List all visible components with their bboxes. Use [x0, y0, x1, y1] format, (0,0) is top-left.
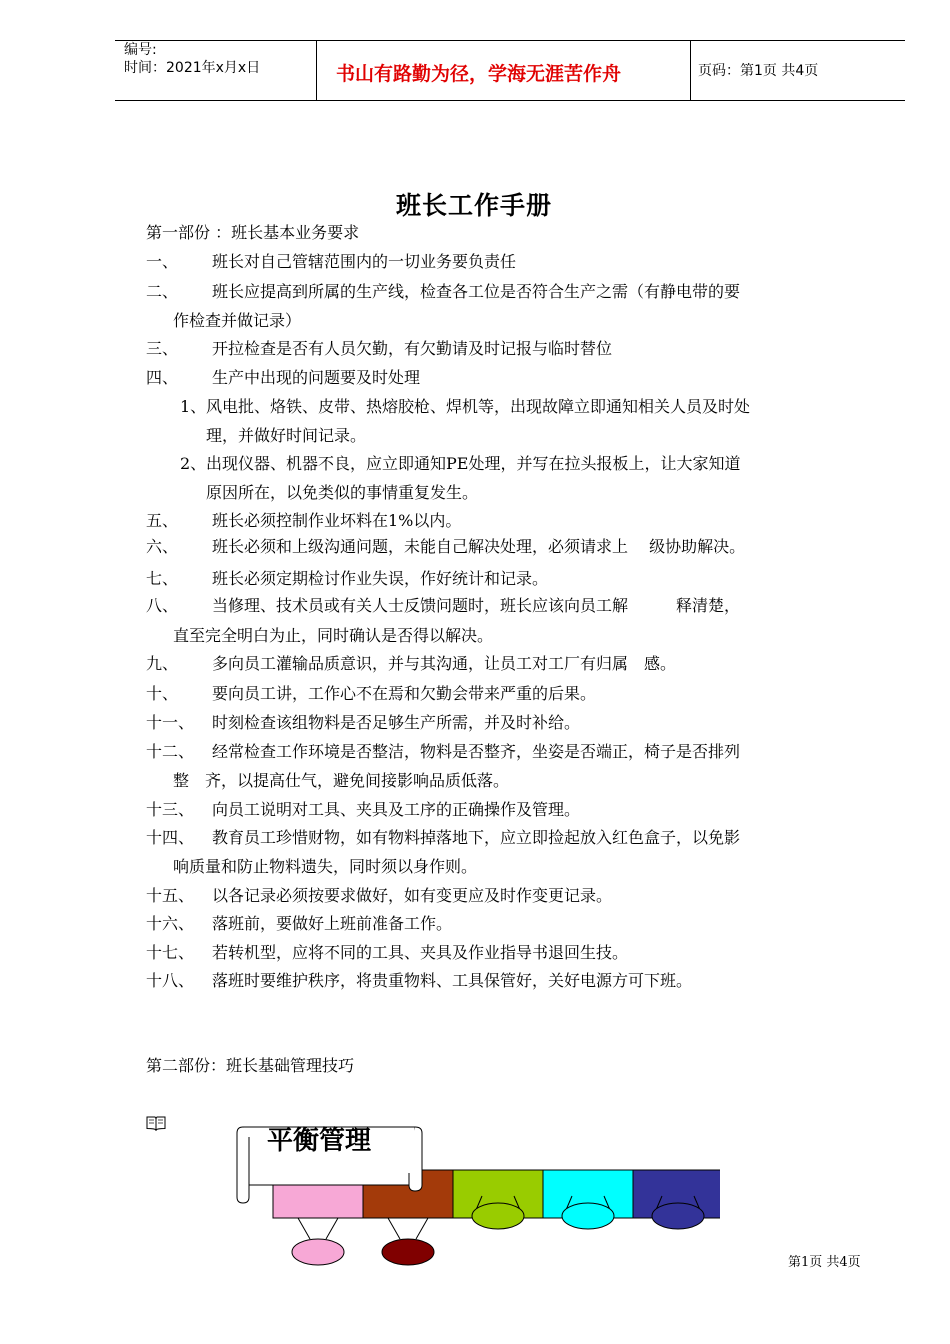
list-item-text: 班长应提高到所属的生产线，检查各工位是否符合生产之需（有静电带的要 [212, 282, 741, 301]
diagram-connector-line [298, 1218, 310, 1239]
list-item-number: 四、 [146, 368, 179, 387]
header-top-rule [115, 40, 905, 41]
list-item-text: 班长对自己管辖范围内的一切业务要负责任 [212, 252, 517, 271]
header-motto: 书山有路勤为径，学海无涯苦作舟 [336, 63, 622, 85]
list-item-number: 十七、 [146, 943, 195, 962]
list-item-number: 一、 [146, 252, 179, 271]
list-item-text: 出现仪器、机器不良，应立即通知PE处理，并写在拉头报板上，让大家知道 [206, 454, 741, 473]
list-item-number: 三、 [146, 339, 179, 358]
list-item-number: 1、 [180, 397, 207, 416]
list-item-text: 向员工说明对工具、夹具及工序的正确操作及管理。 [212, 800, 581, 819]
diagram-oval-3 [472, 1203, 524, 1229]
list-item-number: 十二、 [146, 742, 195, 761]
list-item-text: 开拉检查是否有人员欠勤，有欠勤请及时记报与临时替位 [212, 339, 613, 358]
list-item-number: 十四、 [146, 828, 195, 847]
list-item-text: 时刻检查该组物料是否足够生产所需，并及时补给。 [212, 713, 581, 732]
diagram-oval-1 [292, 1239, 344, 1265]
diagram-connector-line [388, 1218, 400, 1239]
list-item-text: 经常检查工作环境是否整洁，物料是否整齐，坐姿是否端正，椅子是否排列 [212, 742, 741, 761]
document-title: 班长工作手册 [396, 191, 553, 220]
list-item-number: 十六、 [146, 914, 195, 933]
header-page-label: 页码：第1页 共4页 [698, 63, 819, 79]
list-item-number: 十八、 [146, 971, 195, 990]
list-item-text: 风电批、烙铁、皮带、热熔胶枪、焊机等，出现故障立即通知相关人员及时处 [206, 397, 751, 416]
list-item-text: 当修理、技术员或有关人士反馈问题时，班长应该向员工解 释清楚， [212, 596, 741, 615]
list-item-text: 以各记录必须按要求做好，如有变更应及时作变更记录。 [212, 886, 613, 905]
list-item-number: 五、 [146, 511, 179, 530]
list-item-continuation: 理，并做好时间记录。 [206, 426, 367, 445]
list-item-continuation: 整 齐，以提高仕气，避免间接影响品质低落。 [173, 771, 510, 790]
balance-management-diagram [225, 1115, 720, 1270]
list-item-number: 十一、 [146, 713, 195, 732]
diagram-oval-2 [382, 1239, 434, 1265]
part1-heading: 第一部份 ：班长基本业务要求 [146, 223, 360, 242]
list-item-text: 班长必须和上级沟通问题，未能自己解决处理，必须请求上 级协助解决。 [212, 537, 746, 556]
diagram-connector-line [416, 1218, 428, 1239]
list-item-number: 七、 [146, 569, 179, 588]
list-item-continuation: 作检查并做记录） [173, 311, 302, 330]
book-icon [146, 1115, 166, 1131]
list-item-continuation: 直至完全明白为止，同时确认是否得以解决。 [173, 626, 494, 645]
list-item-number: 六、 [146, 537, 179, 556]
header-divider-2 [690, 40, 691, 100]
diagram-title: 平衡管理 [267, 1126, 372, 1156]
header-divider-1 [316, 40, 317, 100]
part2-heading: 第二部份：班长基础管理技巧 [146, 1056, 355, 1075]
diagram-connector-line [326, 1218, 338, 1239]
diagram-oval-4 [562, 1203, 614, 1229]
list-item-number: 十五、 [146, 886, 195, 905]
list-item-continuation: 响质量和防止物料遗失，同时须以身作则。 [173, 857, 478, 876]
list-item-text: 落班时要维护秩序，将贵重物料、工具保管好，关好电源方可下班。 [212, 971, 693, 990]
list-item-text: 多向员工灌输品质意识，并与其沟通，让员工对工厂有归属 感。 [212, 654, 677, 673]
list-item-text: 若转机型，应将不同的工具、夹具及作业指导书退回生技。 [212, 943, 629, 962]
list-item-number: 2、 [180, 454, 207, 473]
list-item-number: 十三、 [146, 800, 195, 819]
list-item-continuation: 原因所在，以免类似的事情重复发生。 [206, 483, 479, 502]
header-number-label: 编号: [124, 42, 157, 58]
list-item-number: 十、 [146, 684, 179, 703]
list-item-text: 班长必须定期检讨作业失误，作好统计和记录。 [212, 569, 549, 588]
list-item-text: 生产中出现的问题要及时处理 [212, 368, 421, 387]
list-item-text: 班长必须控制作业坏料在1%以内。 [212, 511, 462, 530]
header-time-label: 时间：2021年x月x日 [124, 60, 261, 76]
list-item-text: 教育员工珍惜财物，如有物料掉落地下，应立即捡起放入红色盒子，以免影 [212, 828, 741, 847]
header-bottom-rule [115, 100, 905, 101]
list-item-text: 要向员工讲，工作心不在焉和欠勤会带来严重的后果。 [212, 684, 597, 703]
diagram-oval-5 [652, 1203, 704, 1229]
list-item-number: 九、 [146, 654, 179, 673]
list-item-number: 八、 [146, 596, 179, 615]
list-item-number: 二、 [146, 282, 179, 301]
footer-page-number: 第1页 共4页 [788, 1255, 861, 1270]
list-item-text: 落班前，要做好上班前准备工作。 [212, 914, 453, 933]
